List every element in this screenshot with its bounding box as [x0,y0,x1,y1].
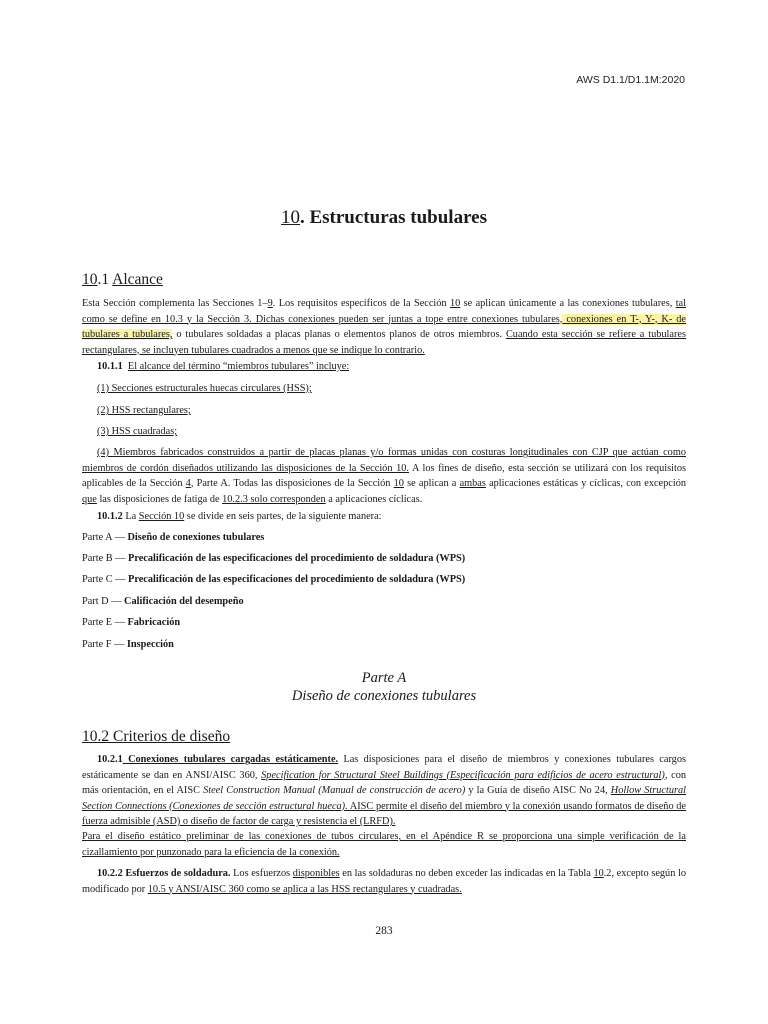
paragraph-10-2-2 [82,866,686,897]
paragraph-appendix-r [82,829,686,860]
text-run: y la Guía de diseño AISC No 24, [465,785,611,796]
text-run: disponibles [292,868,340,879]
list-item-4 [82,445,686,507]
heading-10-1-dot: .1 [97,271,113,288]
paragraph-number: 10.2.2 [97,868,123,879]
text-run: .2, excepto según lo modificado por [82,868,686,895]
part-list-item [82,615,686,631]
part-list-item [82,594,686,610]
part-prefix: Parte E — [82,617,128,628]
text-run: tal como se define en 10.3 y la Sección 3. Dichas conexiones pueden ser juntas a tope entre conexiones tubulares, [82,298,686,325]
part-prefix: Parte F — [82,639,127,650]
text-run: Para el diseño estático preliminar de las conexiones de tubos circulares, en el Apéndice R se proporciona una simple verificación de la cizallamiento por punzonado para la eficiencia de la conexión. [82,831,686,858]
paragraph-10-1-1 [97,359,701,375]
list-item-3 [97,424,701,440]
heading-10-2-text: 10.2 Criterios de diseño [82,728,231,745]
text-run: Esta Sección complementa las Secciones 1– [82,298,268,309]
paragraph-number: 10.2.1 [97,754,123,765]
part-list-item [82,530,686,546]
text-run: aplicaciones estáticas y cíclicas, con excepción [485,478,686,489]
part-prefix: Parte C — [82,574,129,585]
text-run: Los esfuerzos [230,868,293,879]
text-run: Esfuerzos de soldadura. [122,868,231,879]
part-list-item [82,551,686,567]
list-item-2 [97,403,701,419]
section-title-text: . Estructuras tubulares [299,207,488,228]
text-run: 9 [267,298,273,309]
part-name: Inspección [126,639,174,650]
part-a-subheading: Diseño de conexiones tubulares [291,688,477,704]
text-run: Steel Construction Manual (Manual de construcción de acero) [203,785,466,796]
text-run: Specification for Structural Steel Buildings (Especificación para edificios de acero estructural), [261,769,668,781]
list-item-1 [97,381,701,397]
text-run: A los fines de diseño, esta sección se utilizará con los requisitos aplicables de la Sección [82,462,686,489]
running-header: AWS D1.1/D1.1M:2020 [576,74,685,86]
text-run: La [122,511,139,522]
text-run: Hollow Structural Section Connections (Conexiones de sección estructural hueca). [82,785,686,812]
highlighted-text: conexiones en T-, Y-, K- de tubulares a tubulares, [82,313,687,340]
text-run: con más orientación, en el AISC [82,769,686,796]
text-run: 4 [185,478,191,489]
section-title [0,207,768,229]
part-name: Diseño de conexiones tubulares [127,532,265,543]
text-run: Conexiones tubulares cargadas estáticamente. [122,754,339,765]
page-number: 283 [375,925,393,937]
text-run: en las soldaduras no deben exceder las indicadas en la Tabla [339,868,594,879]
text-run: . Los requisitos específicos de la Sección [272,298,450,309]
text-run: o tubulares soldadas a placas planas o elementos planos de otros miembros. [172,329,506,340]
heading-10-2 [82,728,230,746]
paragraph-10-2-1 [82,752,686,830]
text-run: El alcance del término “miembros tubulares” incluye: [127,361,350,372]
paragraph-10-1-2 [97,509,701,525]
text-run: 10.5 y ANSI/AISC 360 como se aplica a las HSS rectangulares y cuadradas. [147,883,462,895]
text-run: (4) Miembros fabricados construidos a partir de placas planas y/o formas unidas con costuras longitudinales con CJP que actúan como miembros de cordón diseñados utilizando las disposiciones de la Sección 10. [82,447,686,474]
text-run: Cuando esta sección se refiere a tubulares rectangulares, se incluyen tubulares cuadrados a menos que se indique lo contrario. [82,329,686,356]
heading-10-1 [82,271,163,289]
text-run: (3) HSS cuadradas; [97,426,178,437]
heading-10-1-num: 10 [82,271,98,288]
text-run: se divide en seis partes, de la siguiente manera: [184,511,382,522]
part-name: Precalificación de las especificaciones del procedimiento de soldadura (WPS) [128,553,466,564]
text-run: ambas [459,478,486,489]
part-name: Calificación del desempeño [124,596,244,607]
text-run: 10 [449,298,461,309]
text-run: Las disposiciones para el diseño de miembros y conexiones tubulares cargos estáticamente se dan en ANSI/AISC 360, [82,754,686,781]
part-list-item [82,637,686,653]
paragraph-number: 10.1.1 [97,361,123,372]
text-run: se aplican a [403,478,460,489]
text-run: 10 [593,868,604,879]
text-run: 10 [393,478,404,489]
text-run: las disposiciones de fatiga de [96,493,223,505]
text-run: 10.2.3 solo corresponden [222,493,326,505]
text-run: que [82,493,97,505]
text-run: AISC permite el diseño del miembro y la conexión usando formatos de diseño de fuerza admisible (ASD) o diseño de factor de carga y resistencia el (LRFD). [82,800,687,827]
text-run: (2) HSS rectangulares; [97,405,191,416]
paragraph-number: 10.1.2 [97,511,123,522]
text-run: se aplican únicamente a las conexiones tubulares, [460,298,676,309]
text-run: a aplicaciones cíclicas. [325,493,423,505]
section-title-number: 10 [280,207,300,228]
part-prefix: Parte A — [82,532,128,543]
text-run: (1) Secciones estructurales huecas circulares (HSS); [97,383,312,394]
part-prefix: Parte B — [82,553,129,564]
paragraph-scope [82,296,686,358]
part-list-item [82,572,686,588]
heading-10-1-label: Alcance [112,271,163,288]
part-name: Fabricación [127,617,181,628]
part-a-heading: Parte A [361,670,407,686]
part-name: Precalificación de las especificaciones del procedimiento de soldadura (WPS) [128,574,466,585]
text-run: , Parte A. Todas las disposiciones de la Sección [190,478,394,489]
text-run: Sección 10 [138,511,185,522]
part-prefix: Part D — [82,596,125,607]
